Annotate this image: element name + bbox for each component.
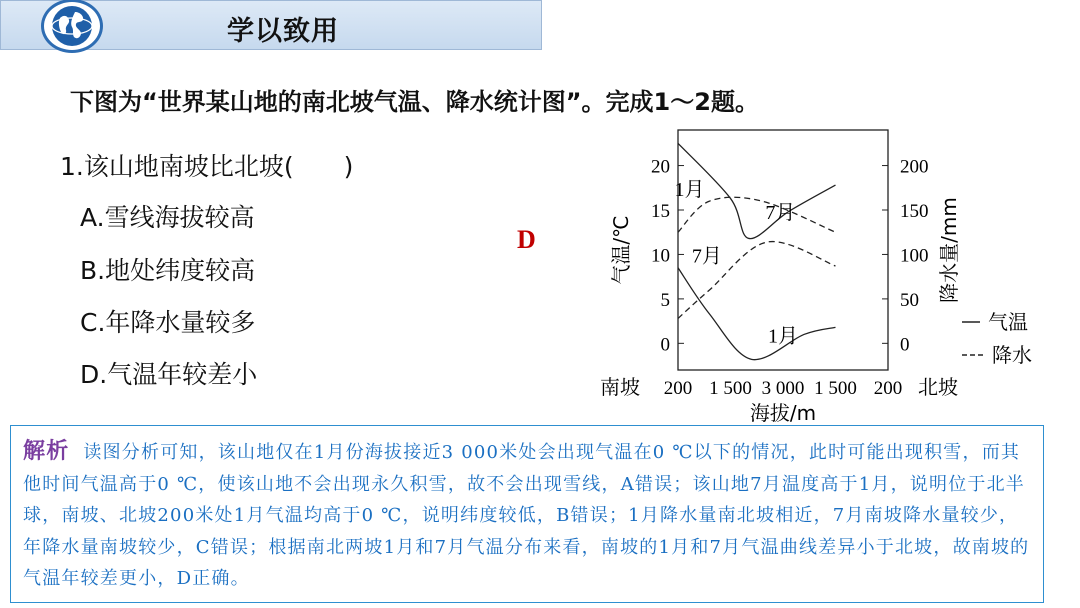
legend-temp-label: 气温 [988,310,1028,334]
y-right-tick-label: 200 [900,156,929,178]
x-tick-label: 3 000 [761,378,805,399]
header-bar [0,0,542,50]
analysis-label: 解析 [23,439,70,464]
globe-icon [41,0,103,53]
x-tick-label: 1 500 [814,378,857,399]
x-right-label: 北坡 [918,375,958,399]
x-tick-label: 200 [663,378,693,399]
y-left-tick-label: 15 [651,201,670,222]
x-tick-label: 200 [873,378,903,399]
y-left-tick-label: 5 [660,289,670,311]
analysis-text [23,436,1031,595]
question-intro: 下图为“世界某山地的南北坡气温、降水统计图”。完成1～2题。 [70,88,759,116]
y-left-tick-label: 20 [651,156,670,178]
option-a: A.雪线海拔较高 [80,203,255,232]
y-left-tick-label: 0 [660,334,670,356]
y-right-tick-label: 150 [900,201,929,222]
y-right-tick-label: 50 [900,289,919,311]
header-title: 学以致用 [227,16,339,47]
option-d: D.气温年较差小 [80,360,258,389]
question-stem: 1.该山地南坡比北坡( ) [60,152,354,181]
analysis-box [10,425,1044,603]
x-axis-title: 海拔/m [749,401,817,425]
y-left-axis-title: 气温/℃ [609,215,633,285]
y-right-axis-title: 降水量/mm [937,197,961,303]
precip-series-label: 1月 [674,178,705,201]
temp-series-label: 1月 [768,325,798,348]
x-tick-label: 1 500 [709,378,752,399]
temp-series-1月 [678,268,836,360]
y-right-tick-label: 100 [900,245,929,267]
climate-chart [596,126,1056,426]
option-b: B.地处纬度较高 [80,256,256,285]
temp-series-label: 7月 [765,201,796,224]
analysis-body: 读图分析可知，该山地仅在1月份海拔接近3 000米处会出现气温在0 ℃以下的情况，此时可能出现积雪，而其他时间气温高于0 ℃，使该山地不会出现永久积雪，故不会出现雪线，A错误；该山地7月温度高于1月，说明位于北半球，南坡、北坡200米处1月气温均高于0 ℃，说明纬度较低，B错误；1月降水量南北坡相近，7月南坡降水量较少，年降水量南坡较少，C错误；根据南北两坡1月和7月气温分布来看，南坡的1月和7月气温曲线差异小于北坡，故南坡的气温年较差更小，D正确。 [23,442,1030,589]
y-right-tick-label: 0 [900,334,910,356]
x-left-label: 南坡 [600,375,640,399]
y-left-tick-label: 10 [651,245,670,267]
precip-series-1月 [678,197,836,232]
legend-precip-label: 降水 [992,343,1032,367]
option-c: C.年降水量较多 [80,308,256,337]
answer-mark: D [517,225,536,254]
precip-series-label: 7月 [691,245,722,268]
